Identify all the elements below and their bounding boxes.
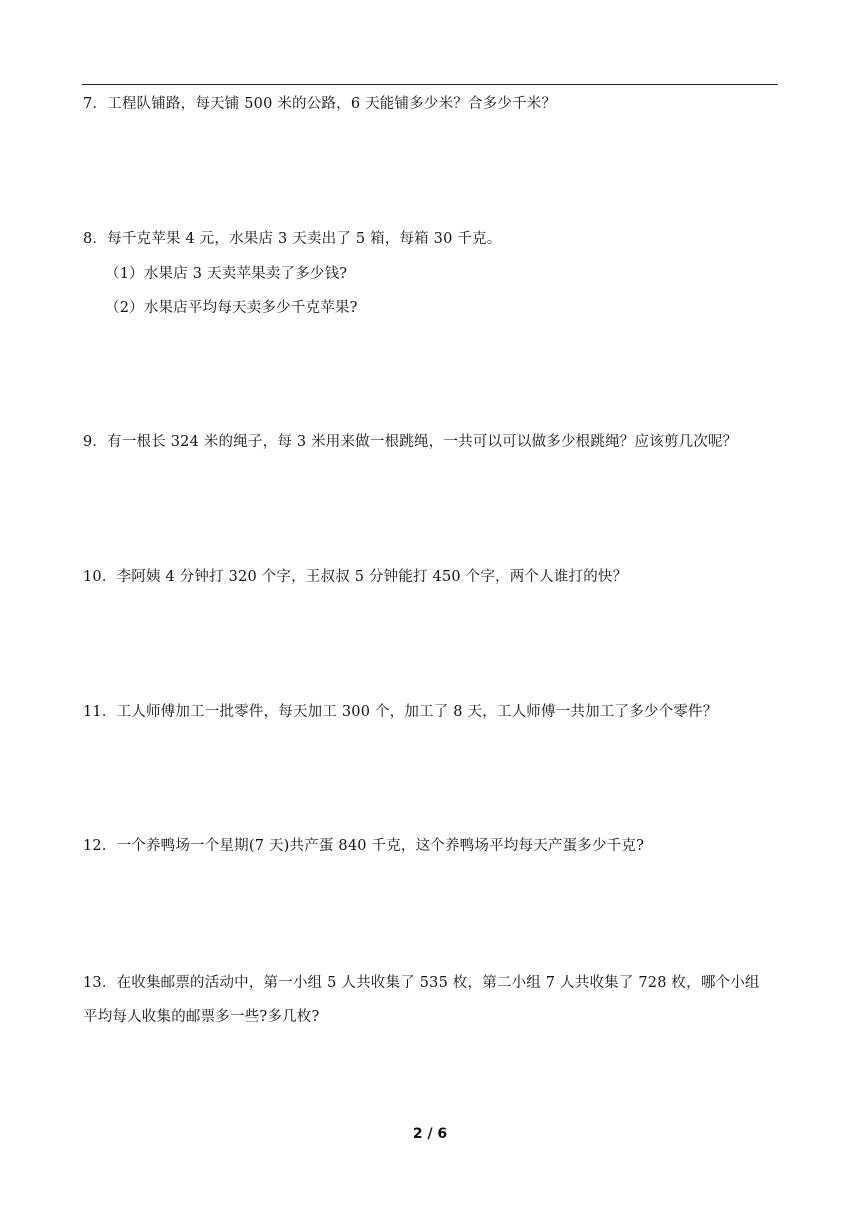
question-number: 10． bbox=[83, 569, 117, 585]
question-text: 李阿姨 4 分钟打 320 个字，王叔叔 5 分钟能打 450 个字，两个人谁打的快？ bbox=[116, 569, 628, 585]
question-8-sub-2: （2）水果店平均每天卖多少千克苹果? bbox=[105, 300, 358, 316]
question-13-line-2: 平均每人收集的邮票多一些?多几枚? bbox=[83, 1009, 320, 1025]
question-12 bbox=[83, 836, 644, 856]
question-number: 8． bbox=[83, 231, 108, 247]
question-text: 有一根长 324 米的绳子，每 3 米用来做一根跳绳，一共可以可以做多少根跳绳？应该剪几次呢？ bbox=[107, 434, 738, 450]
question-9 bbox=[83, 432, 737, 452]
page-number: 2 / 6 bbox=[412, 1126, 448, 1142]
question-number: 13． bbox=[83, 975, 117, 991]
question-13 bbox=[83, 973, 760, 993]
question-number: 9． bbox=[83, 434, 108, 450]
question-8 bbox=[83, 229, 501, 249]
question-number: 12． bbox=[83, 838, 117, 854]
question-text: 每千克苹果 4 元，水果店 3 天卖出了 5 箱，每箱 30 千克。 bbox=[107, 231, 502, 247]
header-rule bbox=[82, 84, 778, 85]
question-number: 7． bbox=[83, 96, 108, 112]
question-number: 11． bbox=[83, 704, 117, 720]
question-10 bbox=[83, 567, 627, 587]
question-text: 在收集邮票的活动中，第一小组 5 人共收集了 535 枚，第二小组 7 人共收集了 728 枚，哪个小组 bbox=[116, 975, 760, 991]
question-text: 工程队铺路，每天铺 500 米的公路，6 天能铺多少米？合多少千米？ bbox=[107, 96, 557, 112]
question-text: 工人师傅加工一批零件，每天加工 300 个，加工了 8 天，工人师傅一共加工了多少个零件？ bbox=[116, 704, 718, 720]
question-text: 一个养鸭场一个星期(7 天)共产蛋 840 千克，这个养鸭场平均每天产蛋多少千克? bbox=[116, 838, 645, 854]
question-7 bbox=[83, 94, 556, 114]
question-11 bbox=[83, 702, 717, 722]
question-8-sub-1: （1）水果店 3 天卖苹果卖了多少钱? bbox=[105, 266, 348, 282]
